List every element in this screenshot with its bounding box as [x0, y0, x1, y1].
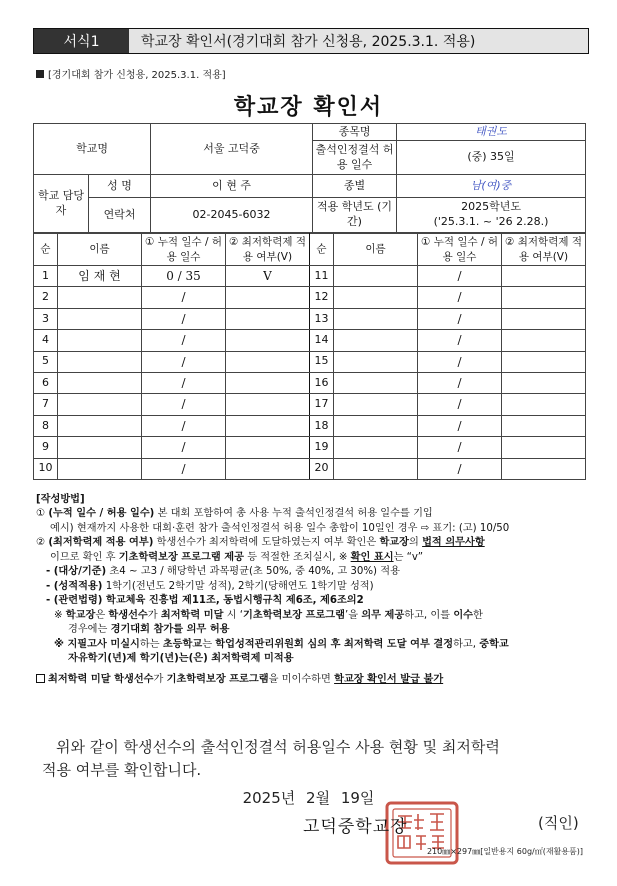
- cumulative-days: /: [418, 266, 502, 287]
- col-header-min: ② 최저학력제 적용 여부(V): [226, 234, 310, 266]
- student-name: [334, 287, 418, 308]
- warning-line: 최저학력 미달 학생선수가 기초학력보장 프로그램을 미이수하면 학교장 확인서 발급 불가: [36, 673, 591, 687]
- official-seal-label: (직인): [538, 814, 579, 832]
- row-number: 10: [34, 458, 58, 479]
- row-number: 1: [34, 266, 58, 287]
- row-number: 18: [310, 415, 334, 436]
- col-header-days: ① 누적 일수 / 허용 일수: [142, 234, 226, 266]
- min-academic-check: [502, 266, 586, 287]
- row-number: 19: [310, 437, 334, 458]
- row-number: 6: [34, 372, 58, 393]
- cumulative-days: 0 / 35: [142, 266, 226, 287]
- instructions-heading: [작성방법]: [36, 494, 85, 505]
- cumulative-days: /: [418, 372, 502, 393]
- cumulative-days: /: [418, 458, 502, 479]
- table-row: [34, 394, 586, 415]
- phone-label: 연락처: [89, 198, 151, 233]
- school-info-table: [33, 123, 586, 233]
- form-subtag: [36, 66, 226, 81]
- student-name: 임 재 현: [58, 266, 142, 287]
- student-name: [58, 458, 142, 479]
- row-number: 17: [310, 394, 334, 415]
- cumulative-days: /: [418, 330, 502, 351]
- confirmation-statement: [36, 736, 596, 783]
- checkbox-bullet-icon: [36, 674, 45, 683]
- student-name: [58, 287, 142, 308]
- row-number: 2: [34, 287, 58, 308]
- student-name: [334, 266, 418, 287]
- instruction-sub-grades: - (성적적용) 1학기(전년도 2학기말 성적), 2학기(당해연도 1학기말 성적): [46, 580, 374, 592]
- min-academic-check: [502, 394, 586, 415]
- row-number: 13: [310, 308, 334, 329]
- min-academic-check: [226, 394, 310, 415]
- student-name: [58, 394, 142, 415]
- student-name: [334, 330, 418, 351]
- student-name: [58, 351, 142, 372]
- form-subtag-text: [경기대회 참가 신청용, 2025.3.1. 적용]: [48, 70, 226, 81]
- allowed-days: (중) 35일: [397, 141, 586, 175]
- instruction-2: ② (최저학력제 적용 여부) 학생선수가 최저학력에 도달하였는지 여부 확인은 학교장의 법적 의무사항: [36, 537, 485, 549]
- col-header-min: ② 최저학력제 적용 여부(V): [502, 234, 586, 266]
- cumulative-days: /: [418, 394, 502, 415]
- sport-name: 태권도: [397, 124, 586, 141]
- student-name: [334, 394, 418, 415]
- cumulative-days: /: [142, 437, 226, 458]
- table-row: [34, 458, 586, 479]
- row-number: 20: [310, 458, 334, 479]
- cumulative-days: /: [142, 308, 226, 329]
- cumulative-days: /: [418, 415, 502, 436]
- row-number: 7: [34, 394, 58, 415]
- row-number: 5: [34, 351, 58, 372]
- min-academic-check: [226, 458, 310, 479]
- col-header-no: 순: [34, 234, 58, 266]
- row-number: 14: [310, 330, 334, 351]
- row-number: 11: [310, 266, 334, 287]
- school-name-label: 학교명: [34, 124, 151, 175]
- issue-date: 2025년 2월 19일: [242, 789, 375, 807]
- instruction-note-1-line2: 경우에는 경기대회 참가를 의무 허용: [68, 624, 230, 636]
- col-header-no: 순: [310, 234, 334, 266]
- form-header-title: 학교장 확인서(경기대회 참가 신청용, 2025.3.1. 적용): [129, 29, 588, 53]
- row-number: 12: [310, 287, 334, 308]
- cumulative-days: /: [418, 351, 502, 372]
- cumulative-days: /: [142, 330, 226, 351]
- min-academic-check: [502, 351, 586, 372]
- table-row: [34, 351, 586, 372]
- school-principal-signature: 고덕중학교장: [303, 817, 408, 837]
- min-academic-check: [502, 372, 586, 393]
- col-header-days: ① 누적 일수 / 허용 일수: [418, 234, 502, 266]
- row-number: 8: [34, 415, 58, 436]
- min-academic-check: [502, 287, 586, 308]
- confirmation-line-1: 위와 같이 학생선수의 출석인정결석 허용일수 사용 현황 및 최저학력: [56, 738, 500, 756]
- col-header-name: 이름: [334, 234, 418, 266]
- cumulative-days: /: [142, 372, 226, 393]
- student-name: [58, 372, 142, 393]
- contact-phone: 02-2045-6032: [151, 198, 313, 233]
- student-name: [334, 437, 418, 458]
- table-row: [34, 287, 586, 308]
- student-name: [334, 351, 418, 372]
- instruction-note-2-line2: 자유학기(년)제 학기(년)는(은) 최저학력제 미적용: [68, 653, 294, 665]
- school-year: [397, 198, 586, 233]
- student-name: [58, 308, 142, 329]
- table-row: [34, 308, 586, 329]
- student-name: [334, 458, 418, 479]
- instruction-note-1: ※ 학교장은 학생선수가 최저학력 미달 시 ‘기초학력보장 프로그램’을 의무 제공하고, 이를 이수한: [54, 609, 483, 621]
- student-name: [58, 330, 142, 351]
- cumulative-days: /: [142, 415, 226, 436]
- table-row: [34, 372, 586, 393]
- cumulative-days: /: [142, 458, 226, 479]
- min-academic-check: [226, 287, 310, 308]
- contact-name: 이 현 주: [151, 175, 313, 198]
- col-header-name: 이름: [58, 234, 142, 266]
- row-number: 15: [310, 351, 334, 372]
- instructions: [36, 493, 591, 687]
- paper-spec-footer: 210㎜×297㎜[일반용지 60g/㎡(재활용품)]: [426, 847, 583, 856]
- cumulative-days: /: [142, 394, 226, 415]
- school-year-value: 2025학년도: [461, 200, 521, 214]
- student-name: [334, 308, 418, 329]
- confirmation-line-2: 적용 여부를 확인합니다.: [42, 761, 202, 780]
- student-roster-table: [33, 233, 586, 480]
- name-label: 성 명: [89, 175, 151, 198]
- instruction-sub-target: - (대상/기준) 초4 ~ 고3 / 해당학년 과목평균(초 50%, 중 40%, 고 30%) 적용: [46, 566, 400, 578]
- form-header: [33, 28, 589, 54]
- table-row: [34, 415, 586, 436]
- sport-label: 종목명: [313, 124, 397, 141]
- row-number: 9: [34, 437, 58, 458]
- table-row: [34, 266, 586, 287]
- square-bullet-icon: [36, 70, 44, 78]
- gender-label: 종별: [313, 175, 397, 198]
- cumulative-days: /: [418, 287, 502, 308]
- cumulative-days: /: [142, 287, 226, 308]
- school-year-period: ('25.3.1. ~ '26 2.28.): [433, 215, 549, 228]
- school-year-label: 적용 학년도 (기간): [313, 198, 397, 233]
- min-academic-check: [502, 458, 586, 479]
- min-academic-check: [226, 308, 310, 329]
- student-name: [58, 415, 142, 436]
- instruction-1-example: 예시) 현재까지 사용한 대회·훈련 참가 출석인정결석 허용 일수 총합이 10일인 경우 ⇨ 표기: (고) 10/50: [50, 522, 510, 534]
- contact-person-label: 학교 담당자: [34, 175, 89, 233]
- min-academic-check: [226, 330, 310, 351]
- min-academic-check: [226, 351, 310, 372]
- min-academic-check: [502, 415, 586, 436]
- table-row: [34, 330, 586, 351]
- row-number: 4: [34, 330, 58, 351]
- row-number: 3: [34, 308, 58, 329]
- student-name: [334, 415, 418, 436]
- form-number-label: 서식1: [34, 29, 129, 53]
- student-name: [58, 437, 142, 458]
- document-title: 학교장 확인서: [233, 95, 384, 120]
- min-academic-check: [226, 415, 310, 436]
- student-name: [334, 372, 418, 393]
- cumulative-days: /: [418, 437, 502, 458]
- cumulative-days: /: [418, 308, 502, 329]
- school-name: 서울 고덕중: [151, 124, 313, 175]
- min-academic-check: [226, 372, 310, 393]
- instruction-1: ① (누적 일수 / 허용 일수) 본 대회 포함하여 총 사용 누적 출석인정결석 허용 일수를 기입: [36, 508, 433, 520]
- min-academic-check: [502, 330, 586, 351]
- table-row: [34, 437, 586, 458]
- instruction-2-line2: 이므로 확인 후 기초학력보장 프로그램 제공 등 적절한 조치실시, ※ 확인 표시는 “v”: [50, 551, 424, 563]
- min-academic-check: [502, 308, 586, 329]
- min-academic-check: V: [226, 266, 310, 287]
- cumulative-days: /: [142, 351, 226, 372]
- instruction-sub-law: - (관련법령) 학교체육 진흥법 제11조, 동법시행규칙 제6조, 제6조의2: [46, 595, 364, 607]
- min-academic-check: [226, 437, 310, 458]
- instruction-note-2: ※ 지필고사 미실시하는 초등학교는 학업성적관리위원회 심의 후 최저학력 도달 여부 결정하고, 중학교: [54, 638, 509, 650]
- row-number: 16: [310, 372, 334, 393]
- gender-division: 남(여)중: [397, 175, 586, 198]
- allowed-days-label: 출석인정결석 허용 일수: [313, 141, 397, 175]
- min-academic-check: [502, 437, 586, 458]
